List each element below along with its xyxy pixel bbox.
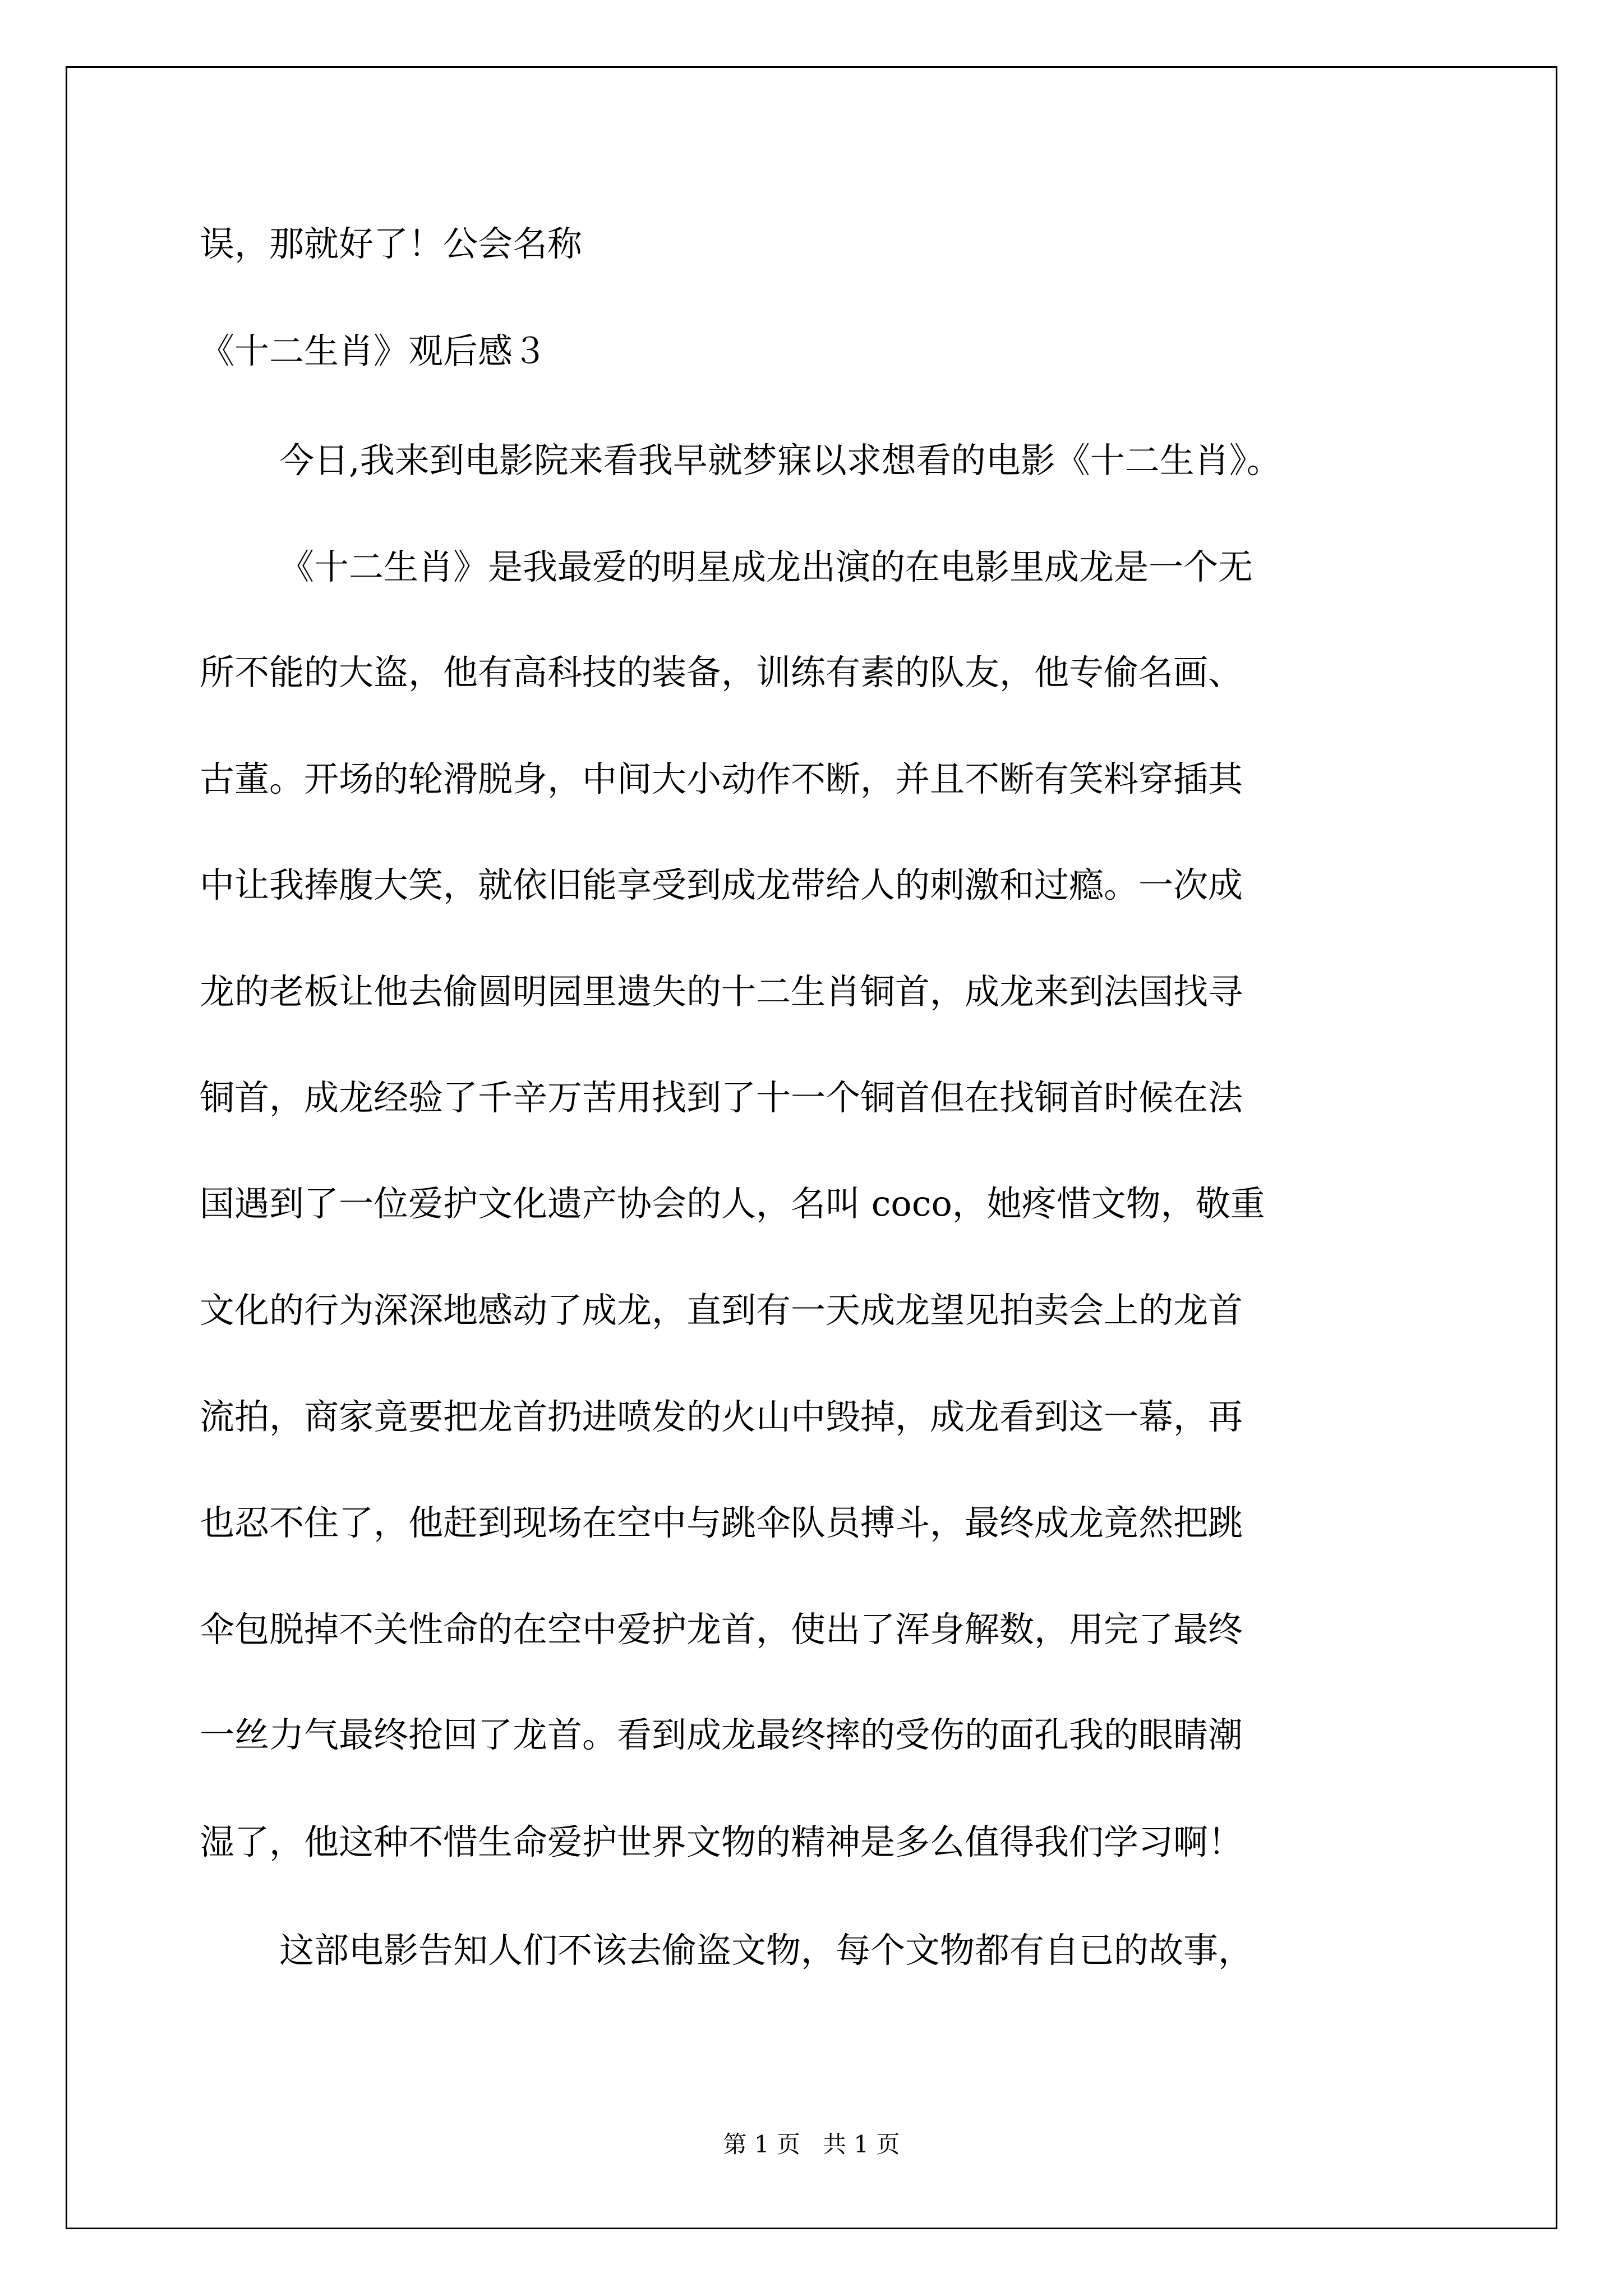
paragraph-line: 中让我捧腹大笑，就依旧能享受到成龙带给人的刺激和过瘾。一次成 (200, 864, 1243, 905)
paragraph-line: 所不能的大盗，他有高科技的装备，训练有素的队友，他专偷名画、 (200, 652, 1243, 693)
paragraph-line: 今日,我来到电影院来看我早就梦寐以求想看的电影《十二生肖》。 (279, 440, 1281, 481)
section-heading: 《十二生肖》观后感３ (200, 330, 548, 371)
paragraph-line: 这部电影告知人们不该去偷盗文物，每个文物都有自已的故事， (279, 1930, 1253, 1971)
paragraph-line: 流拍，商家竟要把龙首扔进喷发的火山中毁掉，成龙看到这一幕，再 (200, 1396, 1243, 1437)
paragraph-line: 龙的老板让他去偷圆明园里遗失的十二生肖铜首，成龙来到法国找寻 (200, 971, 1243, 1012)
paragraph-line: 国遇到了一位爱护文化遗产协会的人，名叫 coco，她疼惜文物，敬重 (200, 1183, 1265, 1224)
paragraph-line: 一丝力气最终抢回了龙首。看到成龙最终摔的受伤的面孔我的眼睛潮 (200, 1714, 1243, 1755)
paragraph-line: 铜首，成龙经验了千辛万苦用找到了十一个铜首但在找铜首时候在法 (200, 1077, 1243, 1118)
paragraph-line: 古董。开场的轮滑脱身，中间大小动作不断，并且不断有笑料穿插其 (200, 758, 1243, 799)
paragraph-line: 也忍不住了，他赶到现场在空中与跳伞队员搏斗，最终成龙竟然把跳 (200, 1502, 1243, 1543)
page-footer: 第 1 页 共 1 页 (723, 2131, 900, 2158)
paragraph-line: 伞包脱掉不关性命的在空中爱护龙首，使出了浑身解数，用完了最终 (200, 1609, 1243, 1650)
page-border (66, 66, 1557, 2229)
paragraph-line: 文化的行为深深地感动了成龙，直到有一天成龙望见拍卖会上的龙首 (200, 1290, 1243, 1331)
paragraph-line: 湿了，他这种不惜生命爱护世界文物的精神是多么值得我们学习啊！ (200, 1821, 1243, 1862)
text-line: 误，那就好了！公会名称 (200, 223, 583, 264)
paragraph-line: 《十二生肖》是我最爱的明星成龙出演的在电影里成龙是一个无 (279, 546, 1253, 587)
